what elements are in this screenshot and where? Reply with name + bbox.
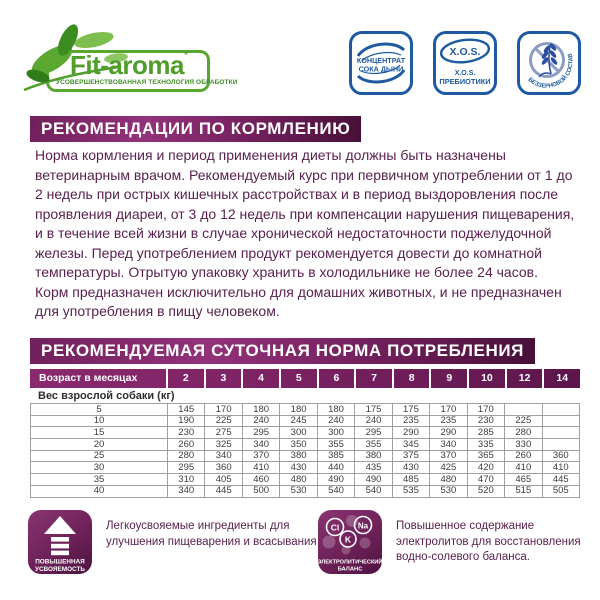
badge-xos-prebiotics xyxy=(433,31,497,95)
k-element-label: K xyxy=(344,534,352,545)
table-row xyxy=(31,404,580,416)
value-cell: 235 xyxy=(430,415,467,427)
value-cell: 245 xyxy=(280,415,317,427)
value-cell: 355 xyxy=(317,439,354,451)
logo-wordmark xyxy=(70,50,210,81)
age-header-cell: 8 xyxy=(392,369,430,388)
value-cell: 480 xyxy=(430,474,467,486)
value-cell: 170 xyxy=(205,404,242,416)
weight-cell: 15 xyxy=(31,427,168,439)
value-cell: 465 xyxy=(505,474,542,486)
value-cell xyxy=(542,439,579,451)
badge-melon-line2: СОКА ДЫНИ xyxy=(358,64,404,74)
value-cell: 175 xyxy=(355,404,392,416)
value-cell: 240 xyxy=(242,415,279,427)
value-cell: 260 xyxy=(505,450,542,462)
value-cell: 260 xyxy=(168,439,205,451)
value-cell: 360 xyxy=(542,450,579,462)
badge-xos-sub1: X.O.S. xyxy=(454,70,476,77)
value-cell: 170 xyxy=(430,404,467,416)
table-row xyxy=(31,462,580,474)
value-cell: 440 xyxy=(317,462,354,474)
value-cell: 470 xyxy=(467,474,504,486)
value-cell: 310 xyxy=(168,474,205,486)
value-cell: 290 xyxy=(430,427,467,439)
table-row xyxy=(31,427,580,439)
weight-cell: 10 xyxy=(31,415,168,427)
value-cell: 190 xyxy=(168,415,205,427)
badge-xos-main: X.O.S. xyxy=(449,46,481,58)
age-header-row xyxy=(30,369,580,388)
section-title-daily-norm: РЕКОМЕНДУЕМАЯ СУТОЧНАЯ НОРМА ПОТРЕБЛЕНИЯ xyxy=(30,338,535,364)
value-cell: 385 xyxy=(317,450,354,462)
value-cell: 175 xyxy=(392,404,429,416)
value-cell: 380 xyxy=(280,450,317,462)
value-cell xyxy=(542,427,579,439)
age-header-cell: 14 xyxy=(542,369,580,388)
na-element-label: Na xyxy=(357,521,369,531)
weight-cell: 25 xyxy=(31,450,168,462)
value-cell xyxy=(505,404,542,416)
value-cell xyxy=(542,415,579,427)
value-cell: 300 xyxy=(317,427,354,439)
value-cell: 350 xyxy=(280,439,317,451)
value-cell: 380 xyxy=(355,450,392,462)
logo-tagline: УСОВЕРШЕНСТВОВАННАЯ ТЕХНОЛОГИЯ ОБРАБОТКИ xyxy=(56,79,238,86)
badge-grain-free xyxy=(517,31,581,95)
table-row xyxy=(31,485,580,497)
table-row xyxy=(31,415,580,427)
value-cell: 445 xyxy=(542,474,579,486)
value-cell: 300 xyxy=(280,427,317,439)
value-cell: 460 xyxy=(242,474,279,486)
value-cell: 485 xyxy=(392,474,429,486)
value-cell: 340 xyxy=(242,439,279,451)
value-cell: 355 xyxy=(355,439,392,451)
value-cell: 225 xyxy=(505,415,542,427)
age-header-cell: 6 xyxy=(317,369,355,388)
age-header-cell: 10 xyxy=(467,369,505,388)
value-cell: 295 xyxy=(242,427,279,439)
value-cell xyxy=(542,404,579,416)
value-cell: 430 xyxy=(392,462,429,474)
age-header-cell: 9 xyxy=(429,369,467,388)
age-header-cell: 4 xyxy=(241,369,279,388)
value-cell: 370 xyxy=(430,450,467,462)
value-cell: 180 xyxy=(317,404,354,416)
digestibility-text: Легкоусвояемые ингредиенты для улучшения пищеварения и всасывания xyxy=(106,520,317,548)
feeding-paragraph: Норма кормления и период применения диеты должны быть назначены ветеринарным врачом. Рекомендуемый курс при первичном употреблении от 1 до 2 недель при острых кишечных расстройствах и в период выздоровления после проявления диареи, от 3 до 12 недель при компенсации нарушения пищеварения, и в течение всей жизни в случае хронической недостаточности поджелудочной железы. Перед употреблением продукт рекомендуется довести до комнатной температуры. Отрытую упаковку хранить в холодильнике не более 24 часов. Корм предназначен исключительно для домашних животных, и не предназначен для употребления в пищу человеком. xyxy=(35,147,575,319)
logo-name: Fit-aroma xyxy=(70,50,184,80)
value-cell: 410 xyxy=(242,462,279,474)
weight-cell: 5 xyxy=(31,404,168,416)
value-cell: 375 xyxy=(392,450,429,462)
value-cell: 275 xyxy=(205,427,242,439)
age-header-label: Возраст в месяцах xyxy=(39,372,138,384)
value-cell: 535 xyxy=(392,485,429,497)
weight-cell: 35 xyxy=(31,474,168,486)
logo-trademark: * xyxy=(183,50,188,61)
badge-melon-line1: КОНЦЕНТРАТ xyxy=(356,56,406,65)
value-cell: 425 xyxy=(430,462,467,474)
weight-column-label: Вес взрослой собаки (кг) xyxy=(38,390,175,402)
value-cell: 365 xyxy=(467,450,504,462)
value-cell: 280 xyxy=(505,427,542,439)
value-cell: 340 xyxy=(205,450,242,462)
value-cell: 345 xyxy=(392,439,429,451)
section-title-feeding: РЕКОМЕНДАЦИИ ПО КОРМЛЕНИЮ xyxy=(30,116,361,142)
digestibility-icon-label2: УСВОЯЕМОСТЬ xyxy=(34,566,86,573)
value-cell: 235 xyxy=(392,415,429,427)
value-cell: 540 xyxy=(355,485,392,497)
daily-norm-table xyxy=(30,403,580,498)
value-cell: 335 xyxy=(467,439,504,451)
arrow-up-icon xyxy=(44,516,76,534)
table-row xyxy=(31,474,580,486)
value-cell: 480 xyxy=(280,474,317,486)
value-cell: 285 xyxy=(467,427,504,439)
value-cell: 340 xyxy=(430,439,467,451)
value-cell: 360 xyxy=(205,462,242,474)
value-cell: 515 xyxy=(505,485,542,497)
value-cell: 225 xyxy=(205,415,242,427)
value-cell: 180 xyxy=(280,404,317,416)
value-cell: 420 xyxy=(467,462,504,474)
electrolyte-text: Повышенное содержание электролитов для восстановления водно-солевого баланса. xyxy=(396,520,581,563)
value-cell: 435 xyxy=(355,462,392,474)
value-cell: 505 xyxy=(542,485,579,497)
value-cell: 490 xyxy=(355,474,392,486)
weight-cell: 20 xyxy=(31,439,168,451)
value-cell: 520 xyxy=(467,485,504,497)
value-cell: 230 xyxy=(467,415,504,427)
value-cell: 410 xyxy=(505,462,542,474)
age-header-cell: 5 xyxy=(279,369,317,388)
value-cell: 405 xyxy=(205,474,242,486)
cl-element-label: Cl xyxy=(330,522,340,533)
electrolyte-icon-label2: БАЛАНС xyxy=(337,566,363,573)
value-cell: 180 xyxy=(242,404,279,416)
badge-xos-sub2: ПРЕБИОТИКИ xyxy=(439,77,491,86)
value-cell: 230 xyxy=(168,427,205,439)
badge-grainfree-curved-label: БЕЗЗЕРНОВОЙ СОСТАВ xyxy=(526,52,575,90)
value-cell: 340 xyxy=(168,485,205,497)
table-row xyxy=(31,450,580,462)
value-cell: 145 xyxy=(168,404,205,416)
value-cell: 500 xyxy=(242,485,279,497)
age-header-cell: 12 xyxy=(505,369,543,388)
value-cell: 445 xyxy=(205,485,242,497)
electrolyte-icon xyxy=(318,510,382,574)
value-cell: 540 xyxy=(317,485,354,497)
value-cell: 330 xyxy=(505,439,542,451)
value-cell: 325 xyxy=(205,439,242,451)
age-header-cell: 3 xyxy=(204,369,242,388)
value-cell: 170 xyxy=(467,404,504,416)
value-cell: 290 xyxy=(392,427,429,439)
value-cell: 530 xyxy=(280,485,317,497)
electrolyte-icon-label1: ЭЛЕКТРОЛИТИЧЕСКИЙ xyxy=(318,559,382,566)
norm-table-body xyxy=(31,404,580,498)
value-cell: 410 xyxy=(542,462,579,474)
value-cell: 240 xyxy=(317,415,354,427)
value-cell: 295 xyxy=(355,427,392,439)
age-header-cell: 2 xyxy=(166,369,204,388)
value-cell: 295 xyxy=(168,462,205,474)
digestibility-icon-label1: ПОВЫШЕННАЯ xyxy=(35,558,85,566)
weight-cell: 40 xyxy=(31,485,168,497)
value-cell: 370 xyxy=(242,450,279,462)
value-cell: 280 xyxy=(168,450,205,462)
table-row xyxy=(31,439,580,451)
value-cell: 430 xyxy=(280,462,317,474)
weight-cell: 30 xyxy=(31,462,168,474)
badge-melon-concentrate xyxy=(349,31,413,95)
digestibility-icon xyxy=(28,510,92,574)
value-cell: 490 xyxy=(317,474,354,486)
age-header-cell: 7 xyxy=(354,369,392,388)
value-cell: 240 xyxy=(355,415,392,427)
value-cell: 530 xyxy=(430,485,467,497)
